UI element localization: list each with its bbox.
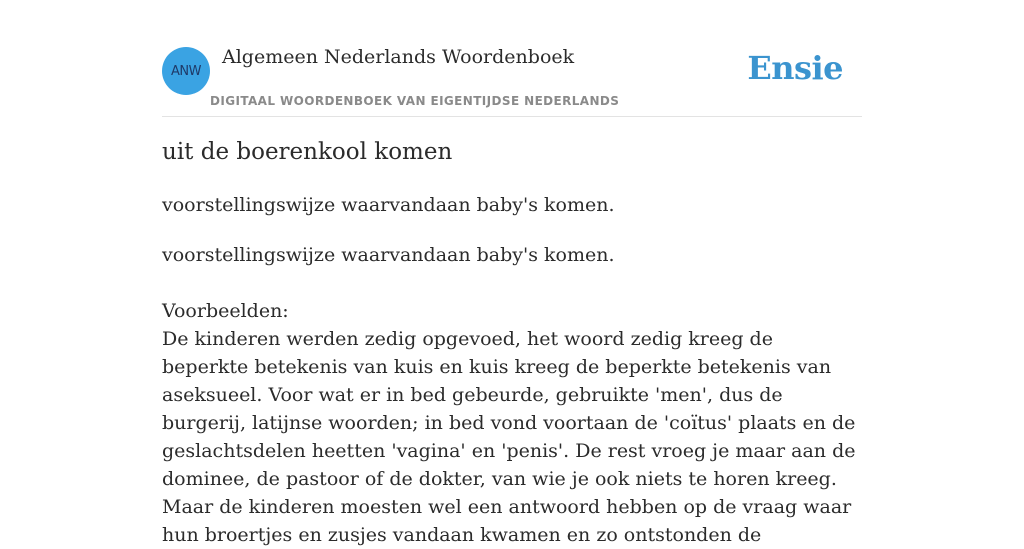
site-title[interactable]: Algemeen Nederlands Woordenboek — [222, 46, 575, 68]
entry-title: uit de boerenkool komen — [162, 139, 453, 165]
long-definition: voorstellingswijze waarvandaan baby's komen. — [162, 244, 615, 266]
site-header — [162, 0, 862, 117]
examples-label: Voorbeelden: — [162, 300, 289, 322]
ensie-brand-link[interactable]: Ensie — [747, 49, 843, 87]
anw-logo[interactable] — [162, 47, 210, 95]
paragraph-spacer — [162, 269, 862, 297]
site-subtitle: DIGITAAL WOORDENBOEK VAN EIGENTIJDSE NEDERLANDS — [210, 94, 620, 108]
logo-text: ANW — [171, 63, 201, 79]
example-text: De kinderen werden zedig opgevoed, het woord zedig kreeg de beperkte betekenis van kuis en kuis kreeg de beperkte betekenis van aseksueel. Voor wat er in bed gebeurde, gebruikte 'men', dus de burgerij, latijnse woorden; in bed vond voortaan de 'coïtus' plaats en de geslachtsdelen heetten 'vagina' en 'penis'. De rest vroeg je maar aan de dominee, de pastoor of de dokter, van wie je ook niets te horen kreeg. Maar de kinderen moesten wel een antwoord hebben op de vraag waar hun broertjes en zusjes vandaan kwamen en zo ontstonden de — [162, 328, 856, 546]
long-definition-block — [162, 241, 862, 549]
page-container — [162, 0, 862, 546]
short-definition: voorstellingswijze waarvandaan baby's komen. — [162, 194, 615, 216]
